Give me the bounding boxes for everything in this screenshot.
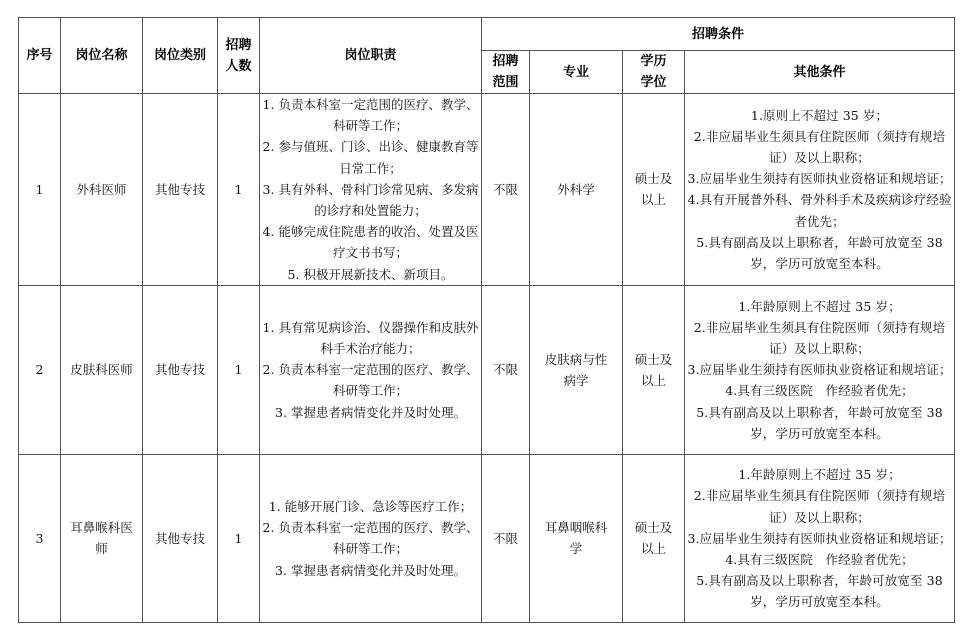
cell-major [530,285,623,454]
condition-item: 4.具有三级医院 作经验者优先； [725,383,914,399]
cell-headcount: 1 [218,94,260,286]
header-scope-line1: 招聘 [492,54,519,69]
cell-other-conditions [685,285,955,454]
table-row [19,94,955,286]
degree-line: 以上 [640,541,666,557]
duty-item: 5. 积极开展新技术、新项目。 [287,266,454,282]
condition-item: 1.年龄原则上不超过 35 岁； [738,298,901,314]
duty-item: 2. 负责本科室一定范围的医疗、教学、科研等工作； [262,362,479,399]
header-position-name: 岗位名称 [61,18,143,94]
cell-seq: 2 [19,285,61,454]
condition-item: 3.应届毕业生须持有医师执业资格证和规培证； [687,530,952,546]
position-name-line: 皮肤科医师 [70,362,133,378]
duty-item: 3. 具有外科、骨科门诊常见病、多发病的诊疗和处置能力； [262,181,479,219]
cell-major [530,454,623,622]
cell-seq: 1 [19,94,61,286]
position-name-line: 耳鼻喉科医 [70,520,133,536]
cell-position-category: 其他专技 [143,285,218,454]
cell-position-category: 其他专技 [143,94,218,286]
duty-item: 2. 负责本科室一定范围的医疗、教学、科研等工作； [262,520,479,557]
cell-other-conditions [685,454,955,622]
duty-item: 1. 负责本科室一定范围的医疗、教学、科研等工作； [262,97,479,134]
cell-headcount: 1 [218,454,260,622]
header-headcount-line2: 人数 [225,58,252,74]
cell-position-category: 其他专技 [143,454,218,622]
condition-item: 2.非应届毕业生须具有住院医师（须持有规培证）及以上职称； [693,128,946,165]
header-headcount-line1: 招聘 [225,37,252,53]
cell-other-conditions [685,94,955,286]
header-position-category: 岗位类别 [143,18,218,94]
position-name-line: 师 [95,541,108,557]
cell-degree [623,454,685,622]
recruitment-table [18,17,955,623]
cell-seq: 3 [19,454,61,622]
major-line: 学 [569,541,583,557]
header-other-conditions: 其他条件 [685,51,955,94]
condition-item: 3.应届毕业生须持有医师执业资格证和规培证； [687,362,952,378]
header-scope [482,51,530,94]
duty-item: 1. 能够开展门诊、急诊等医疗工作； [268,498,473,514]
condition-item: 4.具有三级医院 作经验者优先； [725,551,914,567]
duty-item: 4. 能够完成住院患者的收治、处置及医疗文书书写； [262,224,479,261]
degree-line: 以上 [640,192,666,208]
degree-line: 硕士及 [634,171,673,187]
duty-item: 3. 掌握患者病情变化并及时处理。 [275,562,466,578]
degree-line: 硕士及 [634,351,673,367]
header-degree [623,51,685,94]
header-row-top [19,18,955,51]
cell-position-name [61,94,143,286]
cell-duties [260,454,482,622]
cell-position-name [61,454,143,622]
major-line: 皮肤病与性 [544,351,608,367]
cell-position-name [61,285,143,454]
header-seq: 序号 [19,18,61,94]
degree-line: 硕士及 [634,520,673,536]
cell-degree [623,285,685,454]
header-degree-line1: 学历 [640,54,667,69]
cell-duties [260,285,482,454]
condition-item: 5.具有副高及以上职称者，年龄可放宽至 38 岁，学历可放宽至本科。 [696,404,943,441]
table-row [19,285,955,454]
duty-item: 2. 参与值班、门诊、出诊、健康教育等日常工作； [262,139,479,176]
header-degree-line2: 学位 [640,75,667,90]
condition-item: 2.非应届毕业生须具有住院医师（须持有规培证）及以上职称； [693,488,946,525]
header-major: 专业 [530,51,623,94]
major-line: 病学 [563,372,589,388]
condition-item: 1.年龄原则上不超过 35 岁； [738,467,901,483]
header-duties: 岗位职责 [260,18,482,94]
cell-scope: 不限 [482,94,530,286]
duty-item: 1. 具有常见病诊治、仪器操作和皮肤外科手术治疗能力； [262,319,479,357]
degree-line: 以上 [640,372,666,388]
table-row [19,454,955,622]
position-name-line: 外科医师 [76,181,127,197]
header-conditions-group: 招聘条件 [482,18,955,51]
condition-item: 4.具有开展普外科、骨外科手术及疾病诊疗经验者优先； [687,192,952,229]
cell-duties [260,94,482,286]
header-scope-line2: 范围 [492,75,519,90]
major-line: 外科学 [557,181,595,197]
condition-item: 5.具有副高及以上职称者，年龄可放宽至 38 岁，学历可放宽至本科。 [696,573,943,610]
cell-scope: 不限 [482,285,530,454]
duty-item: 3. 掌握患者病情变化并及时处理。 [275,404,466,420]
cell-scope: 不限 [482,454,530,622]
cell-headcount: 1 [218,285,260,454]
header-headcount [218,18,260,94]
cell-degree [623,94,685,286]
condition-item: 1.原则上不超过 35 岁； [750,107,889,123]
condition-item: 2.非应届毕业生须具有住院医师（须持有规培证）及以上职称； [693,319,946,357]
condition-item: 5.具有副高及以上职称者，年龄可放宽至 38 岁，学历可放宽至本科。 [696,234,943,272]
condition-item: 3.应届毕业生须持有医师执业资格证和规培证； [687,171,952,187]
major-line: 耳鼻咽喉科 [544,520,608,536]
cell-major [530,94,623,286]
